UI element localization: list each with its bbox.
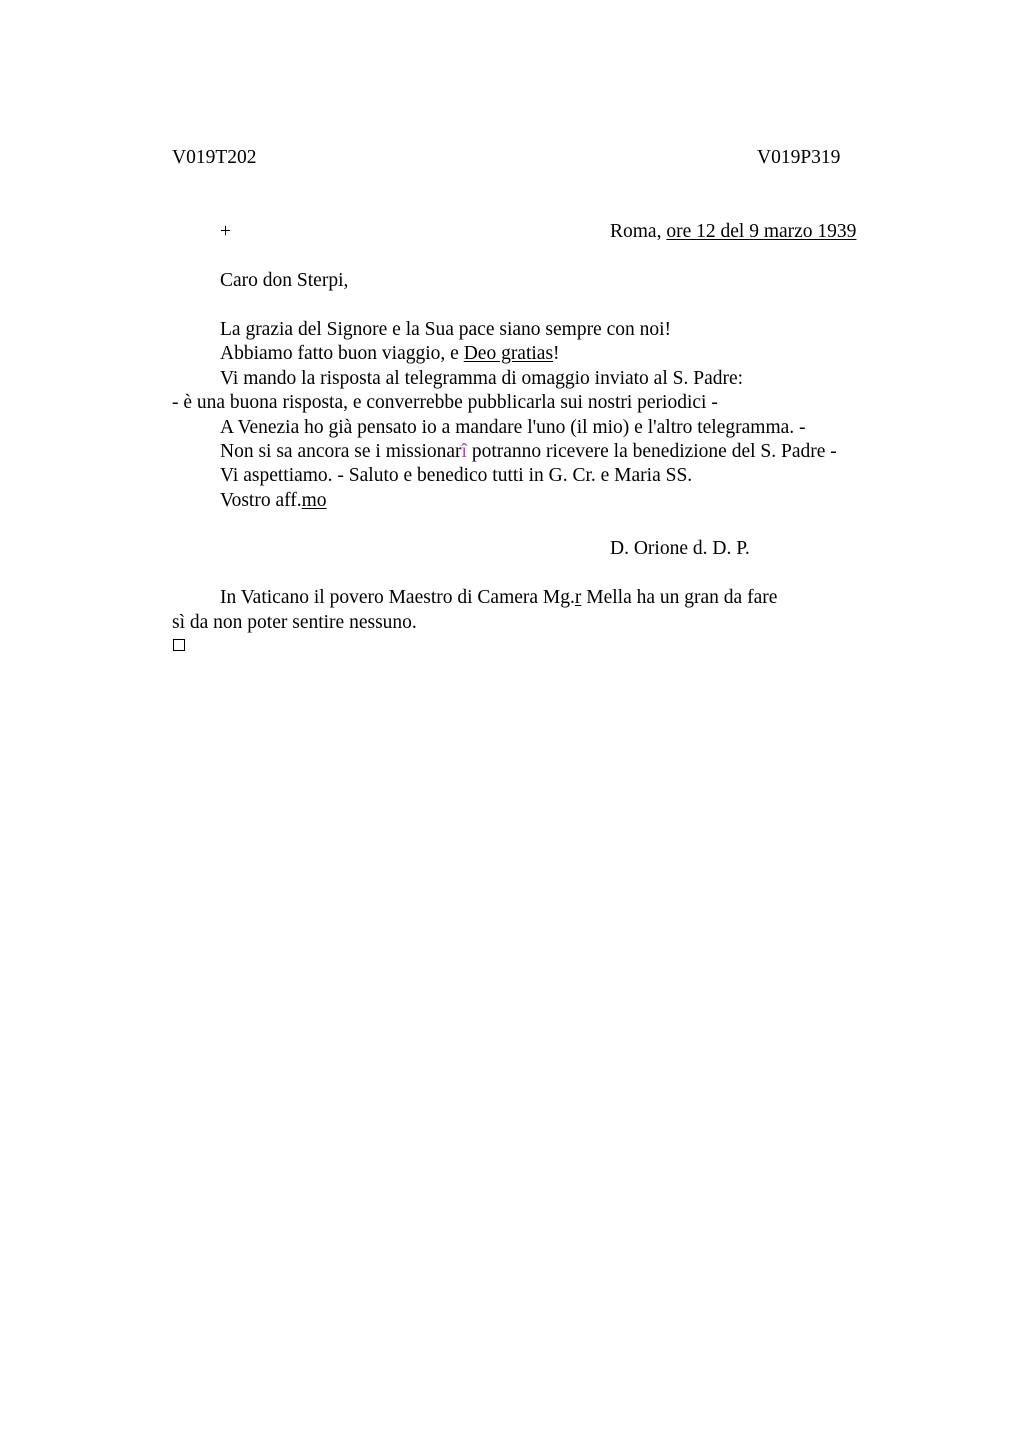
- place: Roma,: [610, 221, 667, 242]
- body-line-2: [220, 342, 560, 366]
- postscript-line-1: [220, 586, 777, 610]
- body-line-7: Vi aspettiamo. - Saluto e benedico tutti in G. Cr. e Maria SS.: [220, 465, 693, 486]
- body-line-3: Vi mando la risposta al telegramma di omaggio inviato al S. Padre:: [220, 368, 744, 389]
- accented-character: î: [461, 441, 467, 462]
- body-line-2-end: !: [553, 343, 560, 364]
- body-line-6-text: Non si sa ancora se i missionar: [220, 441, 462, 462]
- postscript-superscript: r: [574, 587, 582, 608]
- postscript-line-1-end: Mella ha un gran da fare: [581, 587, 778, 608]
- body-line-1: La grazia del Signore e la Sua pace siano sempre con noi!: [220, 319, 672, 340]
- header-left-code: V019T202: [172, 147, 257, 168]
- end-of-document-box-icon: [173, 639, 185, 651]
- signature: D. Orione d. D. P.: [610, 538, 750, 559]
- header-right-code: V019P319: [757, 147, 841, 168]
- body-line-4: - è una buona risposta, e converrebbe pubblicarla sui nostri periodici -: [172, 392, 718, 413]
- date: ore 12 del 9 marzo 1939: [666, 221, 857, 242]
- place-date: [610, 220, 856, 244]
- body-line-2-text: Abbiamo fatto buon viaggio, e: [220, 343, 464, 364]
- cross-symbol: +: [220, 221, 231, 242]
- deo-gratias: Deo gratias: [463, 343, 554, 364]
- salutation: Caro don Sterpi,: [220, 270, 349, 291]
- body-line-6-end: potranno ricevere la benedizione del S. Padre -: [466, 441, 837, 462]
- closing: [220, 489, 327, 513]
- closing-text: Vostro aff.: [220, 490, 302, 511]
- postscript-line-2: sì da non poter sentire nessuno.: [172, 612, 417, 633]
- postscript-line-1-text: In Vaticano il povero Maestro di Camera Mg.: [220, 587, 575, 608]
- body-line-6: [220, 440, 837, 464]
- closing-superscript: mo: [301, 490, 327, 511]
- body-line-5: A Venezia ho già pensato io a mandare l'uno (il mio) e l'altro telegramma. -: [220, 417, 806, 438]
